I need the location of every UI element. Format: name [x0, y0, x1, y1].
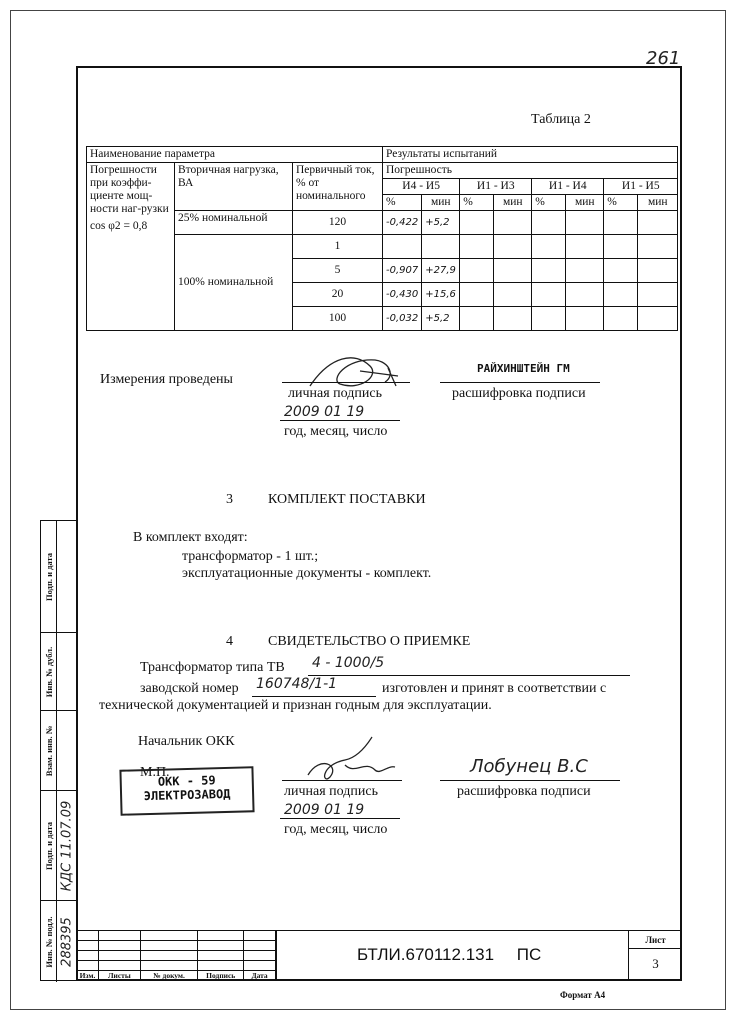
revision-grid: [76, 930, 276, 981]
signature-caption: личная подпись: [288, 386, 382, 401]
chief-signature-line: [282, 780, 402, 781]
section4-number: 4: [226, 634, 233, 649]
strip-value: КДС 11.07.09: [59, 800, 75, 891]
sub-header-pct: %: [604, 195, 638, 211]
date-caption: год, месяц, число: [284, 424, 388, 439]
section3-item: эксплуатационные документы - комплект.: [182, 566, 432, 581]
strip-value-cell: [57, 901, 77, 982]
serial-value: 160748/1-1: [256, 676, 338, 692]
strip-cell: [41, 633, 57, 711]
mp-label: М.П.: [140, 765, 170, 780]
measurements-label: Измерения проведены: [100, 372, 233, 387]
stamp-line-2: ЭЛЕКТРОЗАВОД: [143, 786, 231, 804]
strip-label: Взам. инв. №: [43, 725, 54, 776]
sheet-cell: [628, 930, 682, 981]
doc-type: ПС: [516, 945, 542, 964]
header-error-text: Погрешности при коэффи-циенте мощ-ности наг-рузки: [90, 164, 169, 215]
col-dokum: № докум.: [140, 971, 198, 981]
acceptance-date-caption: год, месяц, число: [284, 822, 388, 837]
name-line: [440, 382, 600, 383]
header-param: Наименование параметра: [87, 147, 383, 163]
strip-label: Подп. и дата: [43, 821, 54, 870]
chief-label: Начальник ОКК: [138, 734, 235, 749]
results-table: [86, 146, 678, 331]
sheet-label: Лист: [629, 931, 682, 949]
title-block: [76, 930, 682, 981]
sub-header-min: мин: [494, 195, 532, 211]
chief-name-caption: расшифровка подписи: [457, 784, 591, 799]
row-current: 120: [293, 211, 383, 235]
load-100: 100% номинальной: [175, 235, 293, 331]
chief-signature-caption: личная подпись: [284, 784, 378, 799]
strip-cell: [41, 791, 57, 901]
doc-code-cell: [276, 930, 628, 981]
header-pogr: Погрешность: [383, 163, 678, 179]
sheet-number: 3: [652, 956, 659, 971]
col-izm: Изм.: [77, 971, 99, 981]
strip-value-cell: [57, 791, 77, 901]
measurer-name: РАЙХИНШТЕЙН ГМ: [477, 362, 570, 375]
sub-header-min: мин: [422, 195, 460, 211]
strip-cell: [41, 521, 57, 633]
row-pct: [383, 235, 422, 259]
strip-value-cell: [57, 633, 77, 711]
row-current: 20: [293, 283, 383, 307]
header-error-col: [87, 163, 175, 331]
row-current: 100: [293, 307, 383, 331]
format-label: Формат А4: [560, 990, 606, 1000]
type-line: [308, 675, 630, 676]
row-pct: -0,907: [383, 259, 422, 283]
date-line: [280, 420, 400, 421]
sub-header-pct: %: [460, 195, 494, 211]
serial-label: заводской номер: [140, 681, 239, 696]
type-label: Трансформатор типа ТВ: [140, 660, 285, 675]
col-podpis: Подпись: [198, 971, 244, 981]
section4-title: СВИДЕТЕЛЬСТВО О ПРИЕМКЕ: [268, 634, 471, 649]
group-header: И1 - И4: [532, 179, 604, 195]
header-current: Первичный ток, % от номинального: [293, 163, 383, 211]
col-listy: Листы: [98, 971, 140, 981]
strip-label: Инв. № дубл.: [43, 646, 54, 697]
col-data: Дата: [244, 971, 276, 981]
name-caption: расшифровка подписи: [452, 386, 586, 401]
row-current: 1: [293, 235, 383, 259]
header-load: Вторичная нагрузка, ВА: [175, 163, 293, 211]
type-value: 4 - 1000/5: [312, 655, 385, 671]
chief-name: Лобунец В.С: [470, 756, 588, 777]
strip-cell: [41, 901, 57, 982]
strip-label: Инв. № подл.: [43, 915, 54, 968]
row-pct: -0,430: [383, 283, 422, 307]
strip-value-cell: [57, 521, 77, 633]
row-min: [422, 235, 460, 259]
row-pct: -0,422: [383, 211, 422, 235]
row-min: +15,6: [422, 283, 460, 307]
chief-signature-drawing: [300, 735, 400, 785]
okk-stamp: [119, 766, 254, 815]
measurement-date: 2009 01 19: [284, 404, 365, 420]
sub-header-pct: %: [383, 195, 422, 211]
strip-cell: [41, 711, 57, 791]
section3-intro: В комплект входят:: [133, 530, 248, 545]
header-cos: cos φ2 = 0,8: [90, 220, 148, 232]
row-min: +27,9: [422, 259, 460, 283]
row-min: +5,2: [422, 211, 460, 235]
header-results: Результаты испытаний: [383, 147, 678, 163]
left-approval-strip: [40, 520, 76, 981]
section3-number: 3: [226, 492, 233, 507]
strip-value: 288395: [59, 916, 75, 967]
strip-label: Подп. и дата: [43, 552, 54, 601]
doc-code-line: [357, 945, 541, 965]
group-header: И1 - И5: [604, 179, 678, 195]
sub-header-min: мин: [638, 195, 678, 211]
made-text: изготовлен и принят в соответствии с: [382, 681, 607, 696]
chief-name-line: [440, 780, 620, 781]
acceptance-line: технической документацией и признан годным для эксплуатации.: [99, 698, 492, 713]
group-header: И1 - И3: [460, 179, 532, 195]
row-current: 5: [293, 259, 383, 283]
table-caption: Таблица 2: [531, 112, 591, 127]
sheet-corner-number: 261: [646, 48, 681, 69]
serial-line: [252, 696, 376, 697]
stamp-line-1: ОКК - 59: [157, 773, 216, 789]
load-25: 25% номинальной: [175, 211, 293, 235]
group-header: И4 - И5: [383, 179, 460, 195]
doc-code: БТЛИ.670112.131: [357, 945, 495, 964]
acceptance-date: 2009 01 19: [284, 802, 365, 818]
section3-item: трансформатор - 1 шт.;: [182, 549, 319, 564]
section3-title: КОМПЛЕКТ ПОСТАВКИ: [268, 492, 426, 507]
sub-header-pct: %: [532, 195, 566, 211]
acceptance-date-line: [280, 818, 400, 819]
row-pct: -0,032: [383, 307, 422, 331]
strip-value-cell: [57, 711, 77, 791]
signature-line: [282, 382, 410, 383]
row-min: +5,2: [422, 307, 460, 331]
sub-header-min: мин: [566, 195, 604, 211]
